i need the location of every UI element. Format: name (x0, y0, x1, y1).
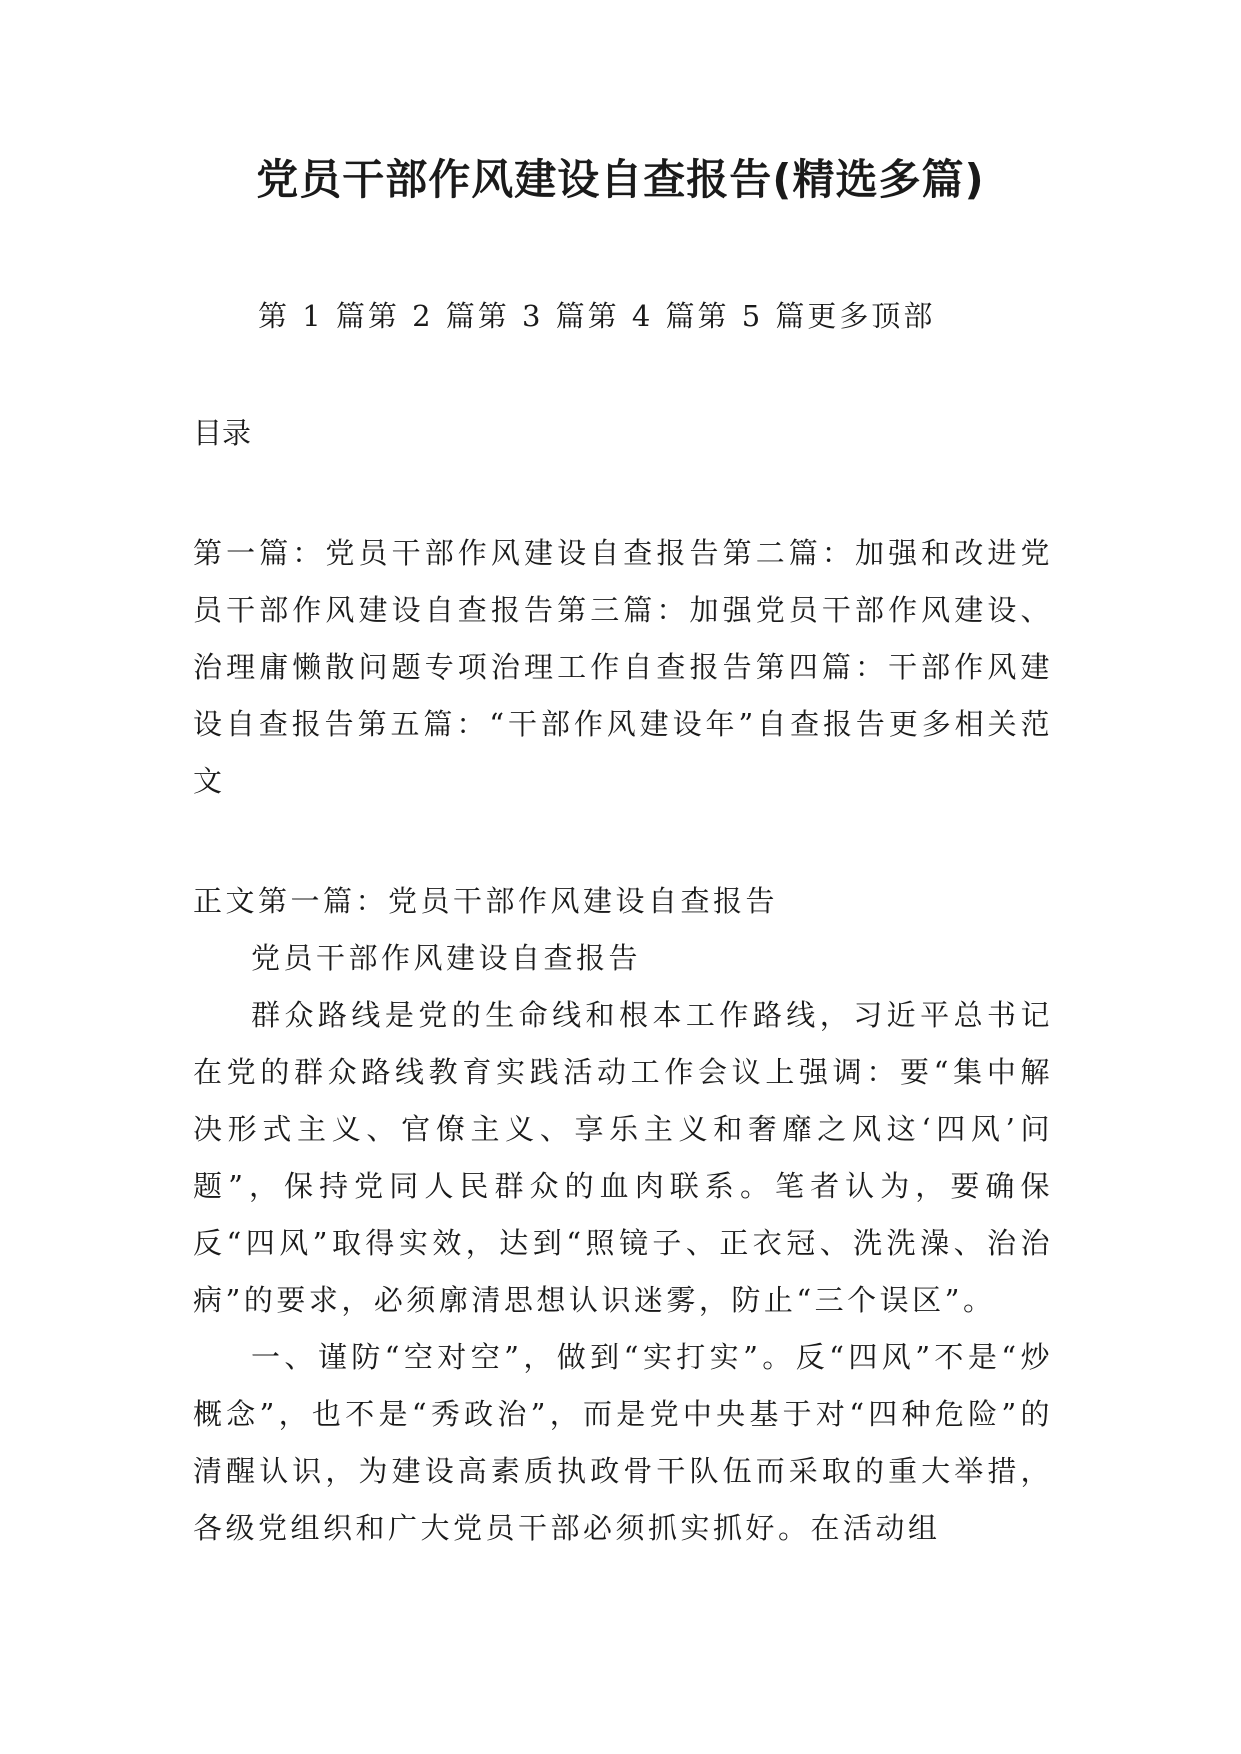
body-paragraph: 一、谨防“空对空”，做到“实打实”。反“四风”不是“炒概念”，也不是“秀政治”，而是党中央基于对“四种危险”的清醒认识，为建设高素质执政骨干队伍而采取的重大举措，各级党组织和广大党员干部必须抓实抓好。在活动组 (193, 1340, 1053, 1545)
body-section-label: 正文第一篇：党员干部作风建设自查报告 (193, 884, 779, 918)
body-paragraph: 群众路线是党的生命线和根本工作路线，习近平总书记在党的群众路线教育实践活动工作会议上强调：要“集中解决形式主义、官僚主义、享乐主义和奢靡之风这‘四风’问题”，保持党同人民群众的血肉联系。笔者认为，要确保反“四风”取得实效，达到“照镜子、正衣冠、洗洗澡、治治病”的要求，必须廓清思想认识迷雾，防止“三个误区”。 (193, 998, 1053, 1317)
toc-list-text: 第一篇：党员干部作风建设自查报告第二篇：加强和改进党员干部作风建设自查报告第三篇：加强党员干部作风建设、治理庸懒散问题专项治理工作自查报告第四篇：干部作风建设自查报告第五篇：“干部作风建设年”自查报告更多相关范文 (193, 536, 1053, 798)
body-section (193, 873, 1053, 1557)
article-nav-links[interactable]: 第 1 篇第 2 篇第 3 篇第 4 篇第 5 篇更多顶部 (258, 299, 936, 333)
document-title: 党员干部作风建设自查报告(精选多篇) (256, 155, 985, 204)
toc-heading: 目录 (193, 416, 252, 450)
article-subtitle: 党员干部作风建设自查报告 (251, 941, 642, 975)
